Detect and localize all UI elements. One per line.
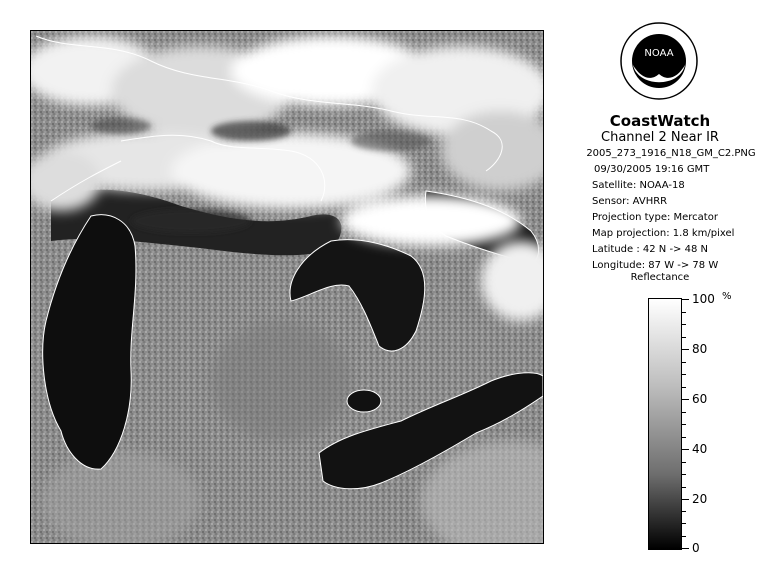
satellite: Satellite: NOAA-18 (592, 180, 685, 191)
minor-tick (681, 487, 686, 488)
minor-tick (681, 474, 686, 475)
longitude: Longitude: 87 W -> 78 W (592, 260, 719, 271)
tick-mark (681, 299, 689, 300)
channel-title: Channel 2 Near IR (601, 130, 719, 145)
minor-tick (681, 462, 686, 463)
land-patch (211, 321, 351, 441)
datetime: 09/30/2005 19:16 GMT (594, 164, 710, 175)
logo-text: NOAA (644, 48, 674, 59)
minor-tick (681, 312, 686, 313)
brand-title: CoastWatch (609, 112, 711, 130)
tick-label-60: 60 (692, 392, 708, 406)
minor-tick (681, 437, 686, 438)
map-projection: Map projection: 1.8 km/pixel (592, 228, 735, 239)
tick-mark (681, 349, 689, 350)
tick-label-100: 100 (692, 292, 715, 306)
tick-label-0: 0 (692, 541, 700, 555)
tick-label-20: 20 (692, 492, 708, 506)
projection-type: Projection type: Mercator (592, 212, 718, 223)
tick-mark (681, 548, 689, 549)
colorbar (648, 298, 682, 550)
minor-tick (681, 362, 686, 363)
tick-label-80: 80 (692, 342, 708, 356)
minor-tick (681, 412, 686, 413)
minor-tick (681, 511, 686, 512)
file-name: 2005_273_1916_N18_GM_C2.PNG (586, 148, 756, 159)
minor-tick (681, 324, 686, 325)
minor-tick (681, 523, 686, 524)
minor-tick (681, 374, 686, 375)
noaa-logo (620, 22, 698, 100)
legend-unit: % (722, 291, 732, 302)
tick-label-40: 40 (692, 442, 708, 456)
sensor: Sensor: AVHRR (592, 196, 668, 207)
satellite-image[interactable] (30, 30, 544, 544)
tick-mark (681, 399, 689, 400)
minor-tick (681, 387, 686, 388)
minor-tick (681, 536, 686, 537)
legend-title: Reflectance (630, 272, 690, 283)
tick-mark (681, 449, 689, 450)
lake-st-clair (347, 390, 381, 412)
minor-tick (681, 337, 686, 338)
latitude: Latitude : 42 N -> 48 N (592, 244, 708, 255)
minor-tick (681, 424, 686, 425)
tick-mark (681, 499, 689, 500)
map-svg (31, 31, 543, 543)
